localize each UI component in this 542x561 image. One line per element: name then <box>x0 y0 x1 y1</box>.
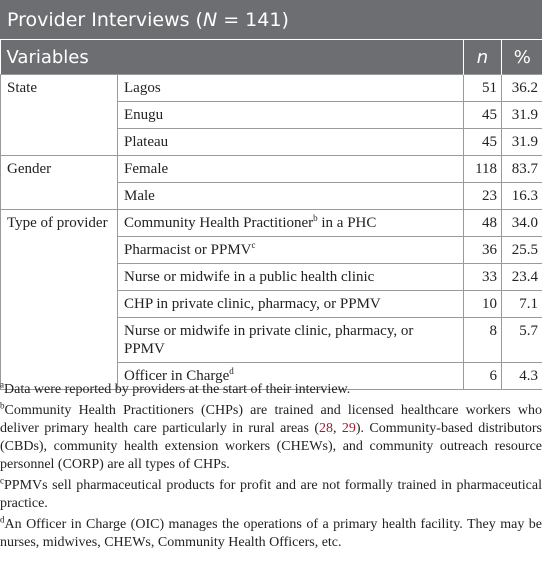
footnote-marker: a <box>0 379 4 390</box>
footnote-text: , <box>332 421 342 436</box>
reference-link[interactable]: 29 <box>341 421 356 436</box>
table-row <box>1 156 542 183</box>
row-label: CHP in private clinic, pharmacy, or PPMV <box>118 291 464 318</box>
group-gender: Gender <box>1 156 118 210</box>
row-n: 51 <box>464 75 502 102</box>
row-pct: 36.2 <box>502 75 542 102</box>
row-pct: 31.9 <box>502 102 542 129</box>
row-pct: 34.0 <box>502 210 542 237</box>
table-title <box>0 0 542 40</box>
row-label: Lagos <box>118 75 464 102</box>
row-label: Nurse or midwife in private clinic, pharmacy, or PPMV <box>118 318 464 363</box>
row-label: Male <box>118 183 464 210</box>
row-label: Enugu <box>118 102 464 129</box>
row-n: 36 <box>464 237 502 264</box>
row-n: 45 <box>464 102 502 129</box>
row-label <box>118 237 464 264</box>
row-label <box>118 210 464 237</box>
group-provider: Type of provider <box>1 210 118 390</box>
provider-table <box>0 40 542 390</box>
footnote-a <box>0 381 542 399</box>
footnote-marker: b <box>313 213 318 223</box>
row-pct: 7.1 <box>502 291 542 318</box>
footnote-text: ). Community-based distributors (CBDs), community health extension workers (CHEWs), and community outreach resource personnel (CORP) are all types of CHPs. <box>0 421 542 472</box>
row-pct: 25.5 <box>502 237 542 264</box>
footnote-text: An Officer in Charge (OIC) manages the operations of a primary health facility. They may be nurses, midwives, CHEWs, Community Health Officers, etc. <box>0 517 542 550</box>
footnote-marker: d <box>229 366 234 376</box>
table-footnotes <box>0 381 542 555</box>
footnote-text: PPMVs sell pharmaceutical products for profit and are not formally trained in pharmaceutical practice. <box>0 478 542 511</box>
row-label-text: Pharmacist or PPMV <box>124 242 252 258</box>
row-n: 23 <box>464 183 502 210</box>
title-n-symbol: N <box>202 9 218 31</box>
row-n: 48 <box>464 210 502 237</box>
row-pct: 31.9 <box>502 129 542 156</box>
footnote-b <box>0 402 542 474</box>
row-n: 118 <box>464 156 502 183</box>
row-pct: 5.7 <box>502 318 542 363</box>
row-label-text: Officer in Charge <box>124 368 230 384</box>
row-label: Female <box>118 156 464 183</box>
title-suffix: = 141) <box>217 9 289 31</box>
row-label-text: in a PHC <box>317 215 377 231</box>
group-state: State <box>1 75 118 156</box>
footnote-marker: b <box>0 400 5 411</box>
header-row <box>1 40 542 75</box>
row-pct: 16.3 <box>502 183 542 210</box>
row-label-text: Community Health Practitioner <box>124 215 314 231</box>
row-n: 8 <box>464 318 502 363</box>
table-row <box>1 75 542 102</box>
footnote-marker: c <box>0 475 4 486</box>
header-variables: Variables <box>1 40 464 75</box>
footnote-marker: c <box>251 240 256 250</box>
footnote-c <box>0 477 542 513</box>
reference-link[interactable]: 28 <box>318 421 333 436</box>
row-n: 10 <box>464 291 502 318</box>
footnote-text: Data were reported by providers at the start of their interview. <box>4 382 351 397</box>
row-pct: 23.4 <box>502 264 542 291</box>
row-pct: 83.7 <box>502 156 542 183</box>
header-pct: % <box>502 40 542 75</box>
row-n: 6 <box>464 363 502 390</box>
row-label: Nurse or midwife in a public health clinic <box>118 264 464 291</box>
row-label: Plateau <box>118 129 464 156</box>
header-n: n <box>464 40 502 75</box>
footnote-marker: d <box>0 514 5 525</box>
row-n: 45 <box>464 129 502 156</box>
row-n: 33 <box>464 264 502 291</box>
row-pct: 4.3 <box>502 363 542 390</box>
table-row <box>1 210 542 237</box>
title-prefix: Provider Interviews ( <box>7 9 203 31</box>
footnote-text: Community Health Practitioners (CHPs) are trained and licensed healthcare workers who deliver primary health care particularly in rural areas ( <box>0 403 542 436</box>
footnote-d <box>0 516 542 552</box>
